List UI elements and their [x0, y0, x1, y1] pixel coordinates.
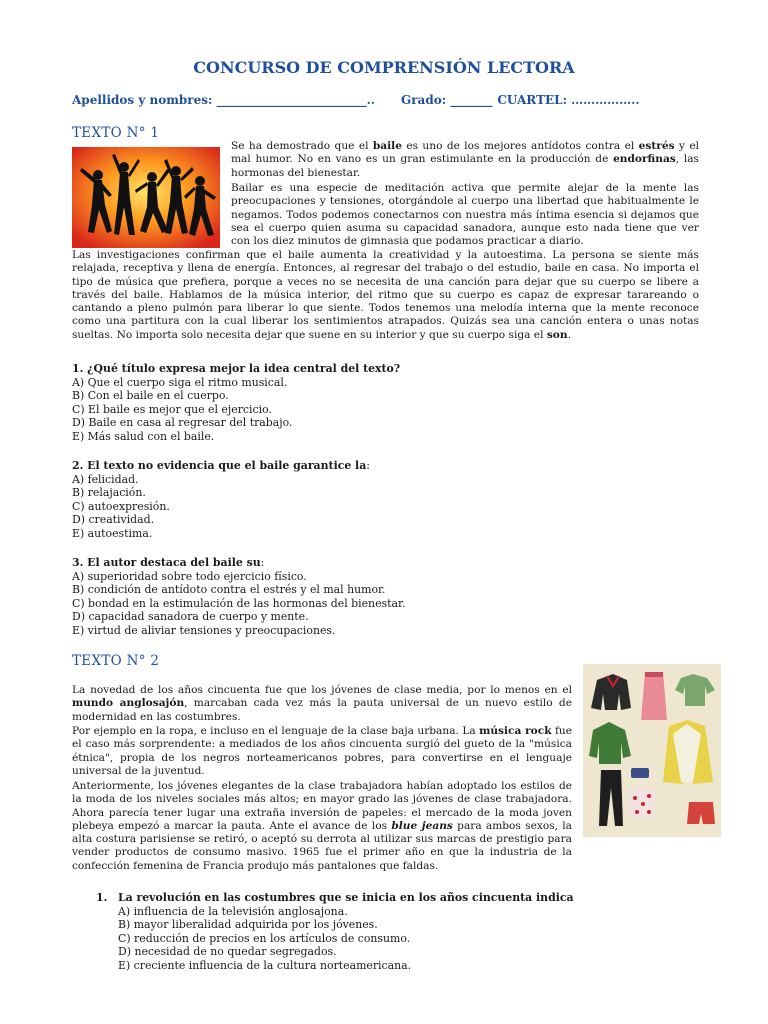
page-title: CONCURSO DE COMPRENSIÓN LECTORA — [193, 58, 575, 77]
student-info-line — [72, 93, 640, 107]
cuartel-label: CUARTEL: …………….. — [497, 93, 640, 107]
texto1-paragraph-research: Las investigaciones confirman que el baile aumenta la creatividad y la autoestima. La persona se siente más relajada, receptiva y llena de energía. Entonces, al regresar del trabajo o del estudio, baile en casa. No importa el tipo de música que prefiera, porque a veces no se necesita de una canción para dejar que su cuerpo se libere a través del baile. Hablamos de la música interior, del ritmo que su cuerpo es capaz de expresar tarareando o cantando a pleno pulmón para liberar lo que siente. Todos tenemos una melodía interna que la mente reconoce como una partitura con la cual liberar los sentimientos atrapados. Quizás sea una canción entera o unas notas sueltas. No importa solo necesita dejar que suene en su interior y que su cuerpo siga el son. — [72, 249, 699, 341]
option-e[interactable]: E) Más salud con el baile. — [72, 429, 215, 443]
silhouettes-dancing-icon — [72, 147, 220, 248]
texto1-paragraph-intro: Se ha demostrado que el baile es uno de los mejores antídotos contra el estrés y el mal humor. No en vano es un gran estimulante en la producción de endorfinas, las hormonas del bienestar. — [231, 140, 699, 179]
option-d[interactable]: D) necesidad de no quedar segregados. — [118, 945, 337, 959]
question-2: 2. El texto no evidencia que el baile garantice la: A) felicidad. B) relajación. C) autoexpresión. D) creatividad. E) autoestima. — [72, 459, 702, 541]
option-d[interactable]: D) capacidad sanadora de cuerpo y mente. — [72, 610, 309, 624]
option-a[interactable]: A) superioridad sobre todo ejercicio físico. — [72, 569, 307, 583]
option-b[interactable]: B) Con el baile en el cuerpo. — [72, 389, 229, 403]
option-e[interactable]: E) virtud de aliviar tensiones y preocupaciones. — [72, 623, 336, 637]
texto1-paragraph-meditation: Bailar es una especie de meditación activa que permite alejar de la mente las preocupaciones y tensiones, otorgándole al cuerpo una libertad que habitualmente le negamos. Todos podemos conectarnos con nuestra más íntima esencia si dejamos que sea el cuerpo quien asuma su capacidad sanadora, aunque esto nada tiene que ver con los diez minutos de gimnasia que podamos practicar a diario. — [231, 182, 699, 248]
option-a[interactable]: A) influencia de la televisión anglosajona. — [118, 904, 348, 918]
texto1-heading: TEXTO N° 1 — [72, 125, 160, 141]
student-name-label: Apellidos y nombres: _________________________.. — [72, 93, 375, 107]
option-c[interactable]: C) bondad en la estimulación de las hormonas del bienestar. — [72, 596, 406, 610]
option-a[interactable]: A) Que el cuerpo siga el ritmo musical. — [72, 375, 288, 389]
texto2-question-1: 1. La revolución en las costumbres que se inicia en los años cincuenta indica A) influencia de la televisión anglosajona. B) mayor liberalidad adquirida por los jóvenes. C) reducción de precios en los artículos de consumo. D) necesidad de no quedar segregados. E) creciente influencia de la cultura norteamericana. — [96, 891, 696, 973]
option-b[interactable]: B) relajación. — [72, 486, 146, 500]
option-e[interactable]: E) autoestima. — [72, 526, 153, 540]
option-c[interactable]: C) El baile es mejor que el ejercicio. — [72, 402, 272, 416]
texto2-paragraph-1: La novedad de los años cincuenta fue que los jóvenes de clase media, por lo menos en el mundo anglosajón, marcaban cada vez más la pauta universal de un nuevo estilo de modernidad en las costumbres. — [72, 684, 572, 723]
texto2-heading: TEXTO N° 2 — [72, 653, 160, 669]
option-d[interactable]: D) Baile en casa al regresar del trabajo. — [72, 416, 293, 430]
texto2-paragraph-3: Anteriormente, los jóvenes elegantes de la clase trabajadora habían adoptado los estilos de la moda de los niveles sociales más altos; en mayor grado las jóvenes de clase trabajadora. Ahora parecía tener lugar una extraña inversión de papeles: el mercado de la moda joven plebeya empezó a marcar la pauta. Ante el avance de los blue jeans para ambos sexos, la alta costura parisiense se retiró, o aceptó su derrota al utilizar sus marcas de prestigio para vender productos de consumo masivo. 1965 fue el primer año en que la industria de la confección femenina de Francia produjo más pantalones que faldas. — [72, 780, 572, 872]
option-a[interactable]: A) felicidad. — [72, 472, 139, 486]
vintage-clothing-icon — [583, 664, 721, 837]
question-3: 3. El autor destaca del baile su: A) superioridad sobre todo ejercicio físico. B) condición de antídoto contra el estrés y el mal humor. C) bondad en la estimulación de las hormonas del bienestar. D) capacidad sanadora de cuerpo y mente. E) virtud de aliviar tensiones y preocupaciones. — [72, 556, 702, 638]
option-c[interactable]: C) autoexpresión. — [72, 499, 170, 513]
grade-label: Grado: _______ — [400, 93, 493, 107]
question-1: 1. ¿Qué título expresa mejor la idea central del texto? A) Que el cuerpo siga el ritmo musical. B) Con el baile en el cuerpo. C) El baile es mejor que el ejercicio. D) Baile en casa al regresar del trabajo. E) Más salud con el baile. — [72, 362, 702, 444]
option-b[interactable]: B) condición de antídoto contra el estrés y el mal humor. — [72, 583, 386, 597]
option-c[interactable]: C) reducción de precios en los artículos de consumo. — [118, 931, 411, 945]
texto2-paragraph-2: Por ejemplo en la ropa, e incluso en el lenguaje de la clase baja urbana. La música rock fue el caso más sorprendente: a mediados de los años cincuenta surgió del gueto de la "música étnica", propia de los negros norteamericanos pobres, para convertirse en el lenguaje universal de la juventud. — [72, 725, 573, 777]
option-d[interactable]: D) creatividad. — [72, 513, 155, 527]
option-b[interactable]: B) mayor liberalidad adquirida por los jóvenes. — [118, 918, 378, 932]
option-e[interactable]: E) creciente influencia de la cultura norteamericana. — [118, 958, 412, 972]
